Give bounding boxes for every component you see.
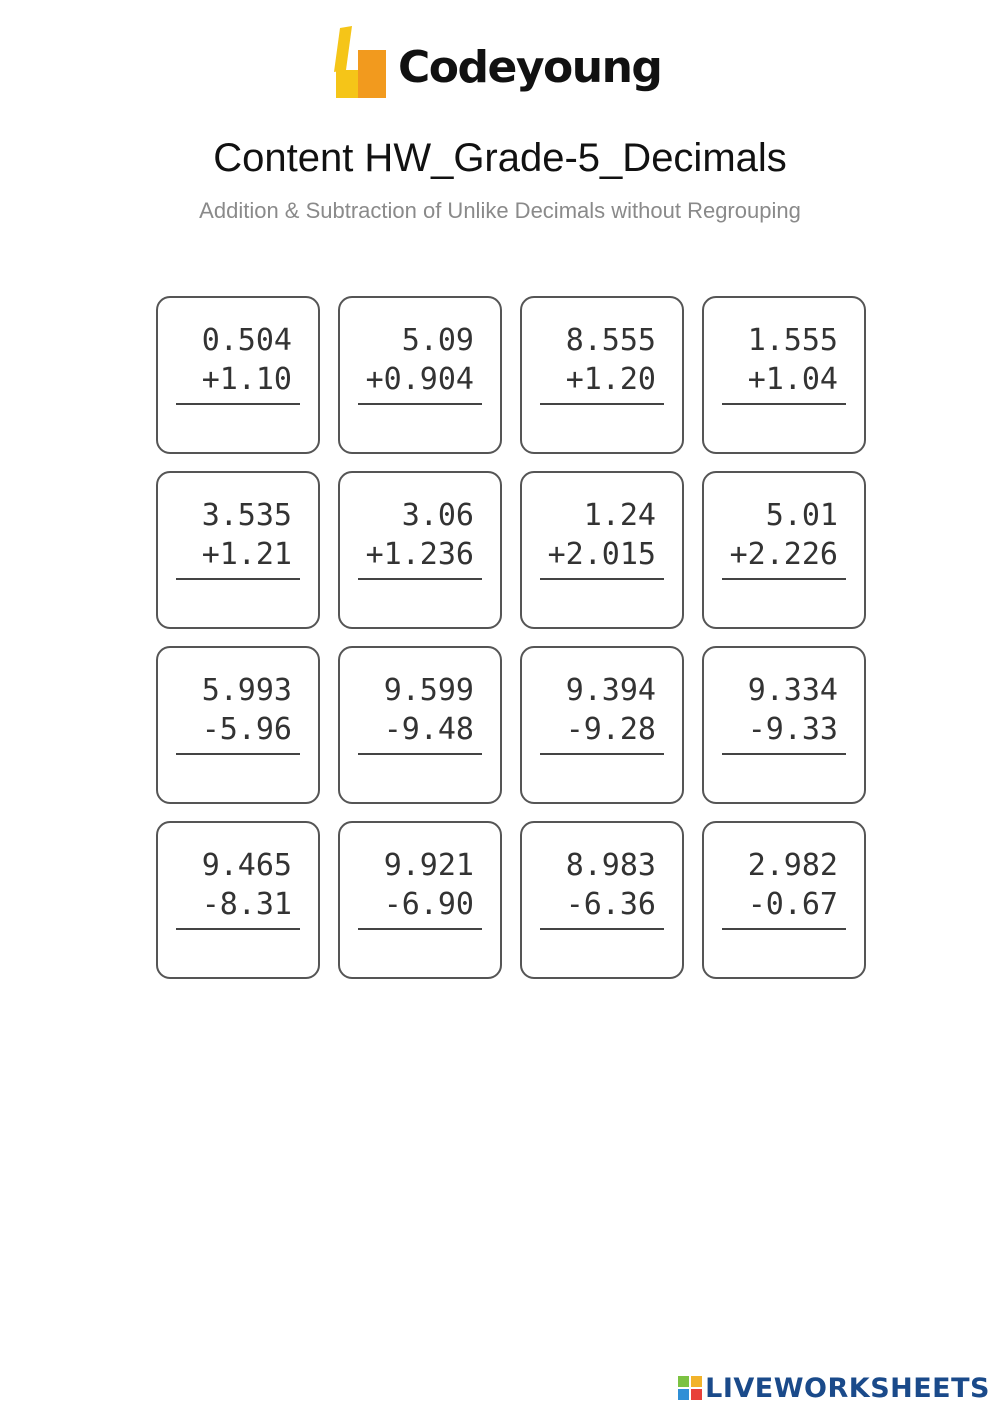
problem-bottom-number: -0.67 — [747, 887, 838, 922]
answer-line — [722, 578, 846, 580]
problem-bottom-number: +2.226 — [729, 537, 838, 572]
problem-card[interactable] — [338, 296, 502, 454]
problem-card[interactable] — [702, 296, 866, 454]
answer-line — [722, 753, 846, 755]
problem-top-number: 1.555 — [747, 323, 838, 358]
problem-bottom-number: +2.015 — [547, 537, 656, 572]
problem-bottom-number: -8.31 — [201, 887, 292, 922]
problem-bottom-number: -6.90 — [383, 887, 474, 922]
problem-top-number: 9.465 — [201, 848, 292, 883]
brand-name: Codeyoung — [398, 42, 662, 93]
problem-bottom-number: -9.48 — [383, 712, 474, 747]
answer-line — [722, 403, 846, 405]
problem-bottom-number: +1.21 — [201, 537, 292, 572]
answer-line — [358, 753, 482, 755]
answer-line — [358, 578, 482, 580]
problem-top-number: 9.599 — [383, 673, 474, 708]
problem-card[interactable] — [520, 471, 684, 629]
answer-line — [540, 928, 664, 930]
problem-card[interactable] — [520, 821, 684, 979]
problem-bottom-number: +1.04 — [747, 362, 838, 397]
problem-top-number: 9.394 — [565, 673, 656, 708]
problem-top-number: 5.01 — [765, 498, 838, 533]
liveworksheets-logo[interactable] — [678, 1373, 990, 1403]
answer-line — [540, 753, 664, 755]
problem-card[interactable] — [156, 821, 320, 979]
problem-top-number: 8.555 — [565, 323, 656, 358]
problem-bottom-number: -9.28 — [565, 712, 656, 747]
problem-card[interactable] — [520, 646, 684, 804]
problem-card[interactable] — [156, 646, 320, 804]
answer-line — [358, 403, 482, 405]
problem-top-number: 5.09 — [401, 323, 474, 358]
answer-line — [540, 403, 664, 405]
problem-top-number: 3.06 — [401, 498, 474, 533]
problem-card[interactable] — [156, 471, 320, 629]
answer-line — [176, 928, 300, 930]
problem-top-number: 2.982 — [747, 848, 838, 883]
problem-card[interactable] — [338, 821, 502, 979]
liveworksheets-logo-icon — [678, 1376, 702, 1400]
answer-line — [176, 578, 300, 580]
problem-card[interactable] — [520, 296, 684, 454]
problem-card[interactable] — [338, 646, 502, 804]
problem-card[interactable] — [156, 296, 320, 454]
answer-line — [540, 578, 664, 580]
problem-card[interactable] — [702, 821, 866, 979]
problem-top-number: 3.535 — [201, 498, 292, 533]
problem-bottom-number: +1.10 — [201, 362, 292, 397]
page-title: Content HW_Grade-5_Decimals — [213, 136, 787, 180]
problem-top-number: 8.983 — [565, 848, 656, 883]
problem-top-number: 5.993 — [201, 673, 292, 708]
answer-line — [722, 928, 846, 930]
problem-card[interactable] — [702, 471, 866, 629]
page-subtitle: Addition & Subtraction of Unlike Decimals without Regrouping — [199, 198, 801, 223]
problem-bottom-number: -6.36 — [565, 887, 656, 922]
problem-bottom-number: +1.20 — [565, 362, 656, 397]
problem-card[interactable] — [338, 471, 502, 629]
answer-line — [176, 753, 300, 755]
liveworksheets-wordmark: LIVEWORKSHEETS — [705, 1372, 990, 1404]
codeyoung-logo-icon — [332, 26, 388, 100]
problem-bottom-number: +0.904 — [365, 362, 474, 397]
problem-top-number: 9.921 — [383, 848, 474, 883]
problem-top-number: 0.504 — [201, 323, 292, 358]
codeyoung-logo — [332, 26, 672, 106]
problem-grid — [156, 296, 868, 979]
answer-line — [176, 403, 300, 405]
answer-line — [358, 928, 482, 930]
problem-card[interactable] — [702, 646, 866, 804]
problem-bottom-number: +1.236 — [365, 537, 474, 572]
problem-bottom-number: -5.96 — [201, 712, 292, 747]
problem-top-number: 9.334 — [747, 673, 838, 708]
problem-bottom-number: -9.33 — [747, 712, 838, 747]
problem-top-number: 1.24 — [583, 498, 656, 533]
